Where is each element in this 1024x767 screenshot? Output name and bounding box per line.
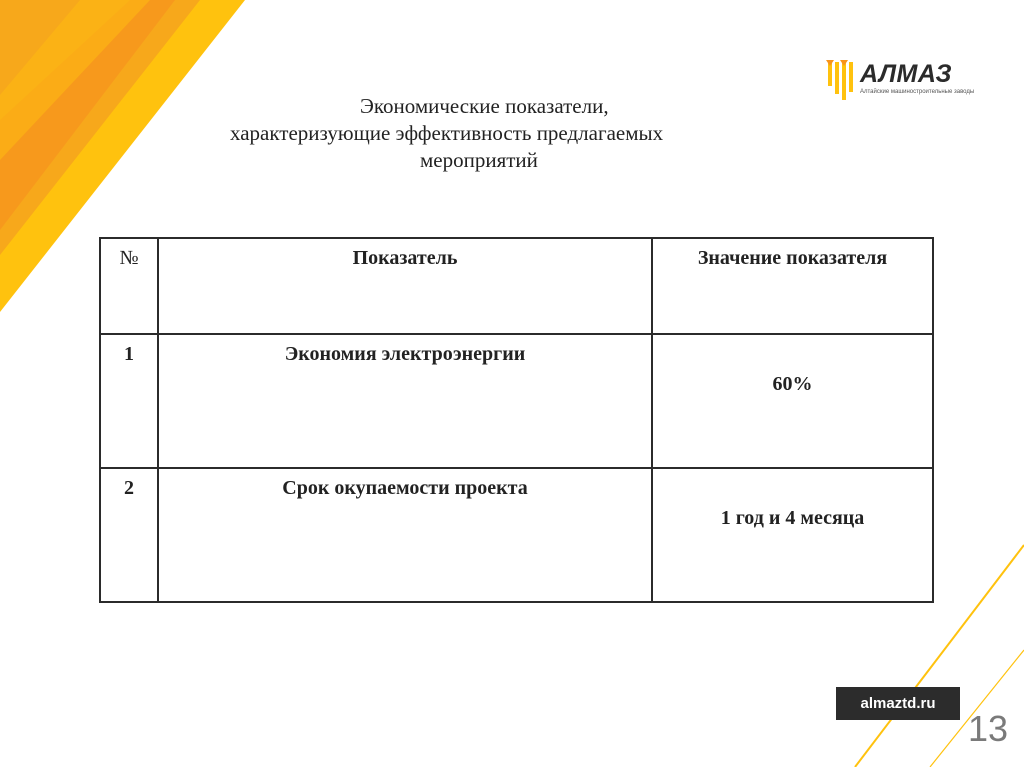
header-indicator: Показатель bbox=[158, 238, 652, 334]
title-line-3: мероприятий bbox=[420, 147, 538, 172]
website-link[interactable]: almaztd.ru bbox=[836, 687, 960, 720]
table-row bbox=[100, 468, 933, 602]
wheat-logo-icon bbox=[826, 60, 858, 102]
row-number: 1 bbox=[100, 334, 158, 468]
table-row bbox=[100, 334, 933, 468]
company-logo bbox=[826, 60, 976, 104]
title-line-2: характеризующие эффективность предлагаемых bbox=[230, 120, 664, 145]
row-indicator: Экономия электроэнергии bbox=[158, 334, 652, 468]
table-header-row bbox=[100, 238, 933, 334]
row-value: 60% bbox=[652, 334, 933, 468]
title-line-1: Экономические показатели, bbox=[360, 94, 609, 118]
row-number: 2 bbox=[100, 468, 158, 602]
page-number: 13 bbox=[968, 708, 1009, 749]
logo-subtitle: Алтайские машиностроительные заводы bbox=[860, 89, 975, 95]
row-value: 1 год и 4 месяца bbox=[652, 468, 933, 602]
logo-name: АЛМАЗ bbox=[860, 60, 953, 88]
indicators-table bbox=[99, 237, 934, 603]
header-number: № bbox=[100, 238, 158, 334]
page-title bbox=[230, 93, 840, 174]
header-value: Значение показателя bbox=[652, 238, 933, 334]
row-indicator: Срок окупаемости проекта bbox=[158, 468, 652, 602]
